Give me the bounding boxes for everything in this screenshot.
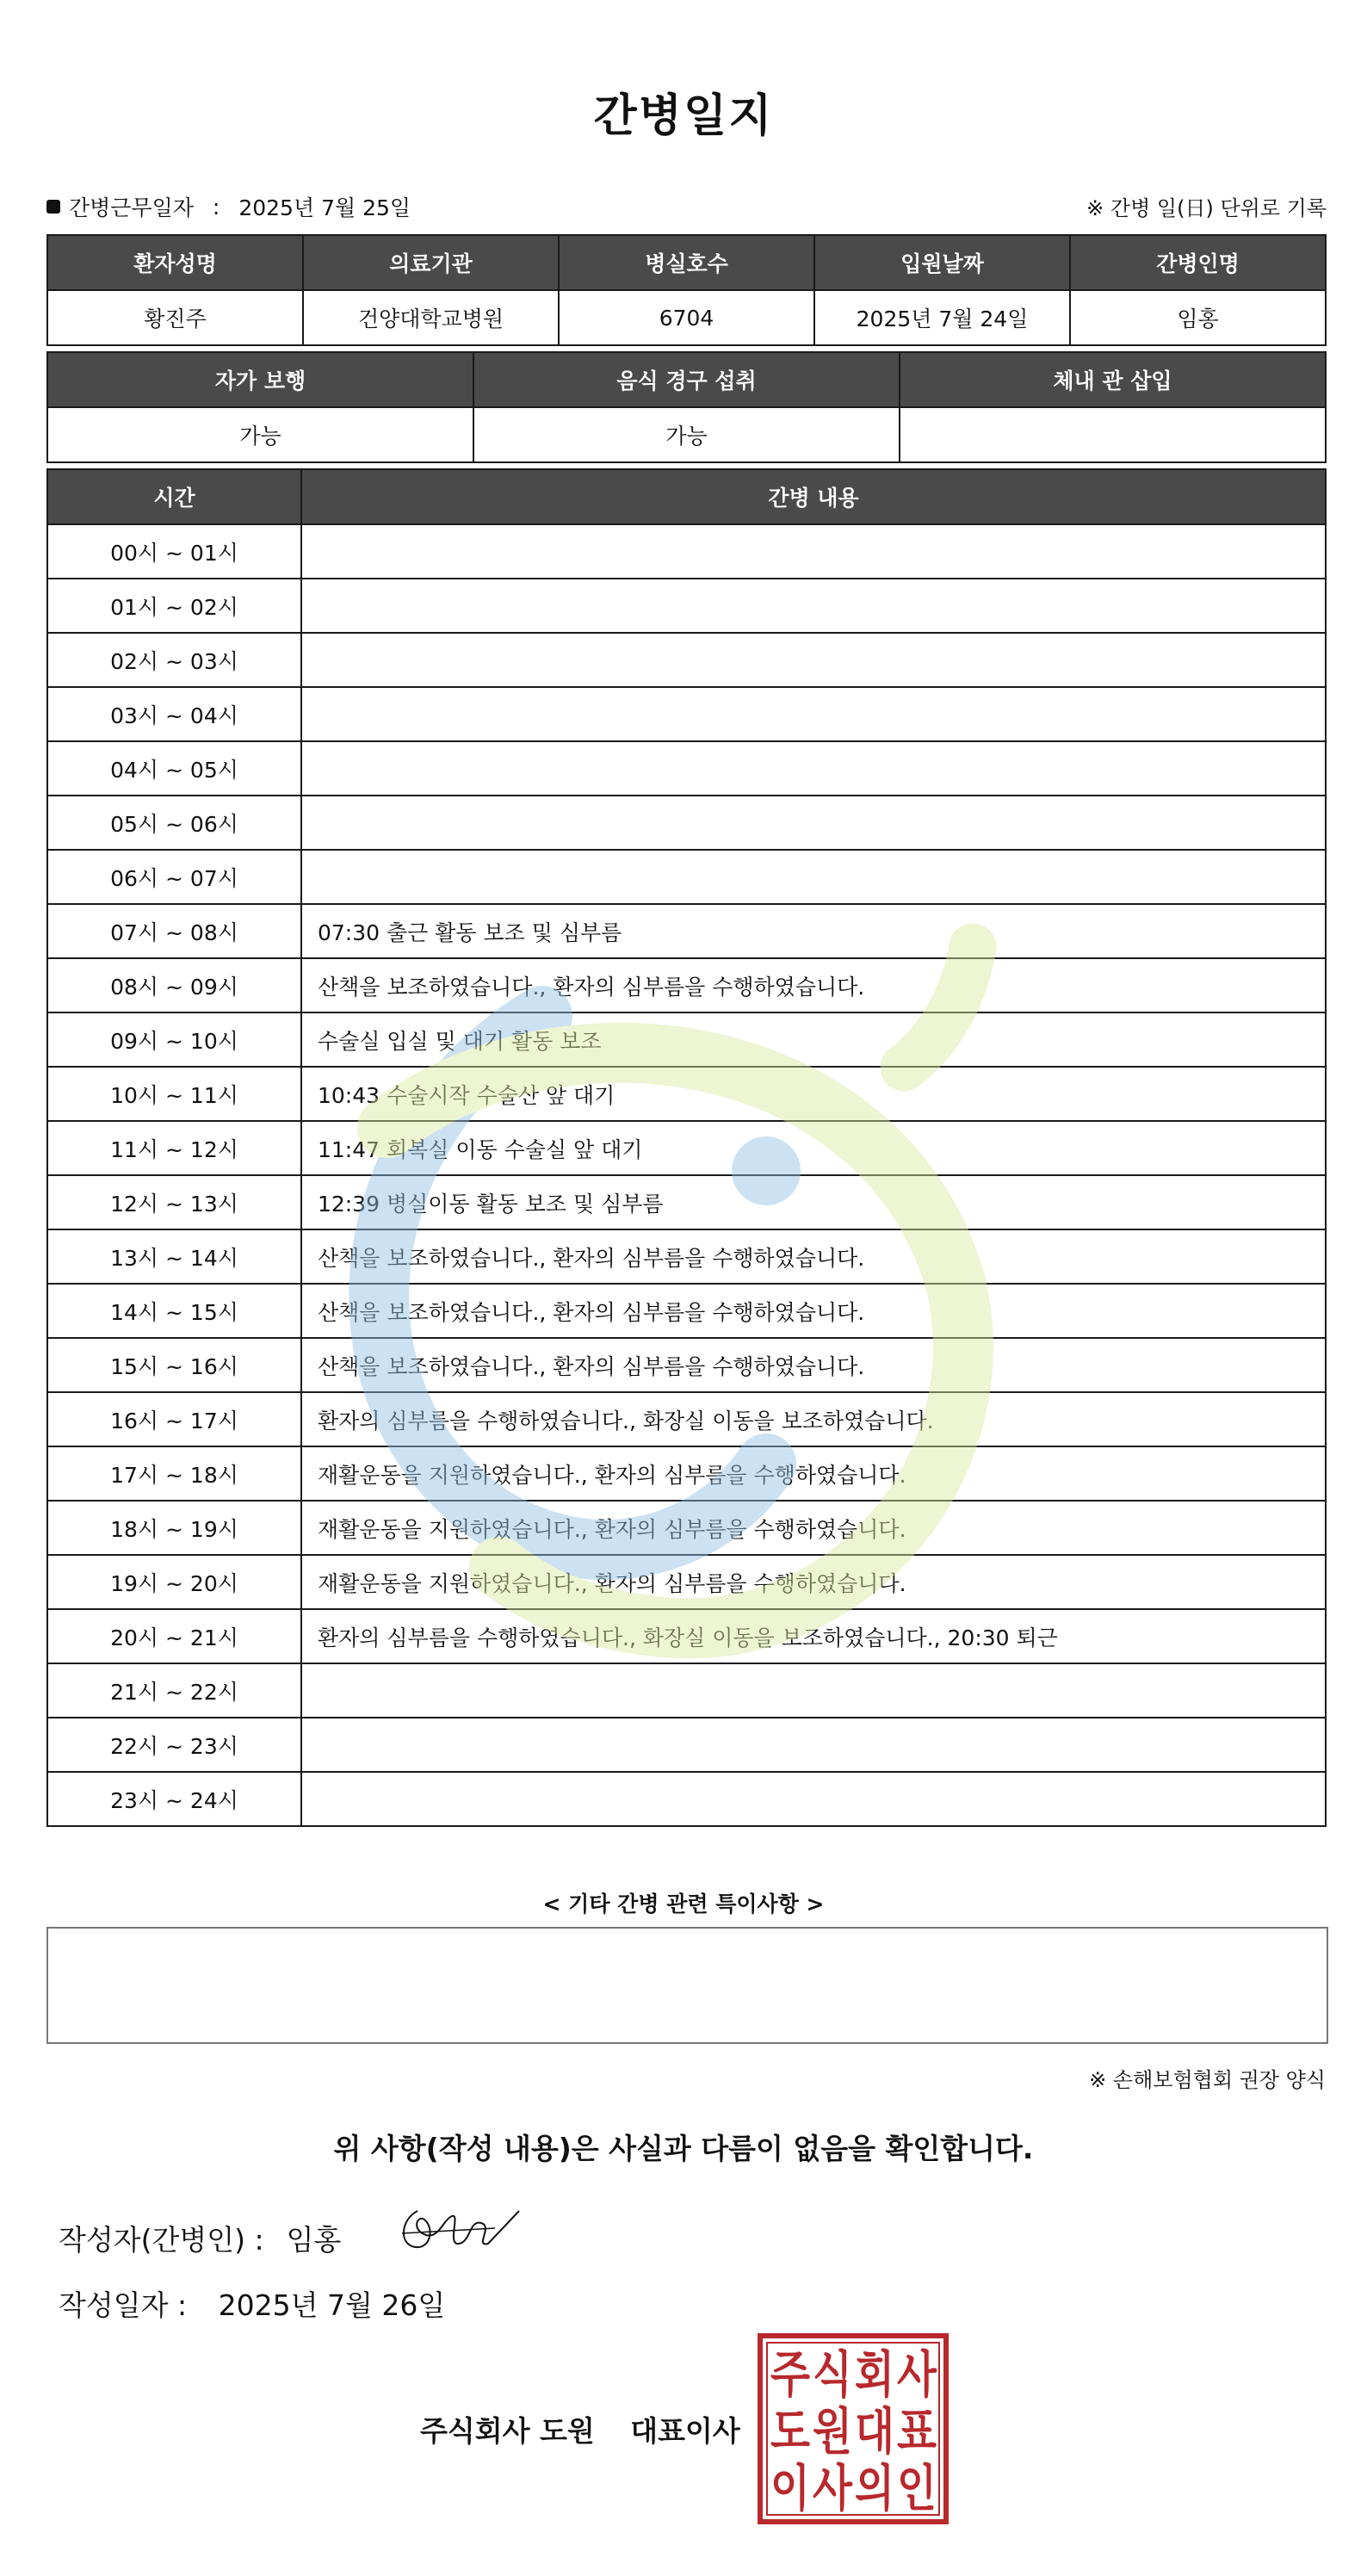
care-log-content: 산책을 보조하였습니다., 환자의 심부름을 수행하였습니다. — [301, 1229, 1326, 1284]
care-log-time: 14시 ~ 15시 — [47, 1284, 301, 1338]
patient-info-header-row — [47, 235, 1326, 290]
written-date-value: 2025년 7월 26일 — [218, 2288, 446, 2322]
square-bullet-icon — [46, 200, 60, 214]
written-date-row — [59, 2283, 445, 2324]
care-log-row — [47, 579, 1326, 633]
care-status-header-row — [47, 352, 1326, 407]
care-log-content — [301, 1718, 1326, 1772]
care-log-content: 11:47 회복실 이동 수술실 앞 대기 — [301, 1121, 1326, 1175]
care-log-content — [301, 1772, 1326, 1826]
care-log-time: 16시 ~ 17시 — [47, 1392, 301, 1446]
writer-name: 임홍 — [286, 2223, 342, 2257]
header-self-walking: 자가 보행 — [47, 352, 473, 407]
care-log-content: 10:43 수술시작 수술산 앞 대기 — [301, 1067, 1326, 1121]
care-log-row — [47, 1663, 1326, 1718]
care-log-time: 07시 ~ 08시 — [47, 904, 301, 958]
care-log-content: 재활운동을 지원하였습니다., 환자의 심부름을 수행하였습니다. — [301, 1446, 1326, 1501]
header-caregiver-name: 간병인명 — [1070, 235, 1326, 290]
care-log-row — [47, 524, 1326, 579]
care-log-time: 10시 ~ 11시 — [47, 1067, 301, 1121]
care-log-row — [47, 687, 1326, 741]
care-log-time: 18시 ~ 19시 — [47, 1501, 301, 1555]
care-log-time: 06시 ~ 07시 — [47, 850, 301, 904]
header-tube-insertion: 체내 관 삽입 — [900, 352, 1326, 407]
care-log-time: 00시 ~ 01시 — [47, 524, 301, 579]
care-log-content — [301, 524, 1326, 579]
header-oral-intake: 음식 경구 섭취 — [473, 352, 900, 407]
care-log-content — [301, 850, 1326, 904]
header-time: 시간 — [47, 469, 301, 524]
work-date-value: 2025년 7월 25일 — [238, 195, 411, 220]
care-log-content — [301, 796, 1326, 850]
care-log-row — [47, 904, 1326, 958]
seal-character: 의 — [855, 2459, 894, 2517]
self-walking-value: 가능 — [47, 407, 473, 462]
header-hospital: 의료기관 — [303, 235, 559, 290]
tube-insertion-value — [900, 407, 1326, 462]
care-log-row — [47, 1338, 1326, 1392]
care-log-content — [301, 633, 1326, 687]
confirmation-statement: 위 사항(작성 내용)은 사실과 다름이 없음을 확인합니다. — [333, 2132, 1034, 2165]
patient-name-value: 황진주 — [47, 290, 303, 345]
care-log-content: 환자의 심부름을 수행하였습니다., 화장실 이동을 보조하였습니다. — [301, 1392, 1326, 1446]
seal-character: 사 — [813, 2459, 853, 2517]
notes-box — [46, 1927, 1328, 2044]
care-log-row — [47, 741, 1326, 796]
care-log-row — [47, 1229, 1326, 1284]
care-log-time: 13시 ~ 14시 — [47, 1229, 301, 1284]
seal-character: 도 — [770, 2402, 810, 2461]
care-log-time: 12시 ~ 13시 — [47, 1175, 301, 1229]
care-log-time: 11시 ~ 12시 — [47, 1121, 301, 1175]
seal-character: 인 — [897, 2459, 937, 2517]
care-log-row — [47, 1772, 1326, 1826]
care-log-row — [47, 796, 1326, 850]
care-status-value-row — [47, 407, 1326, 462]
care-log-time: 02시 ~ 03시 — [47, 633, 301, 687]
care-log-content — [301, 1663, 1326, 1718]
care-log-time: 17시 ~ 18시 — [47, 1446, 301, 1501]
care-log-content: 환자의 심부름을 수행하였습니다., 화장실 이동을 보조하였습니다., 20:30 퇴근 — [301, 1609, 1326, 1663]
seal-character: 식 — [813, 2345, 852, 2404]
care-log-row — [47, 1609, 1326, 1663]
unit-note: ※ 간병 일(日) 단위로 기록 — [1086, 196, 1327, 220]
care-log-time: 22시 ~ 23시 — [47, 1718, 301, 1772]
care-log-row — [47, 1555, 1326, 1609]
room-number-value: 6704 — [559, 290, 814, 345]
ceo-title: 대표이사 — [630, 2414, 740, 2448]
care-log-time: 01시 ~ 02시 — [47, 579, 301, 633]
care-log-time: 08시 ~ 09시 — [47, 958, 301, 1012]
care-log-row — [47, 1446, 1326, 1501]
seal-character: 사 — [897, 2345, 937, 2404]
care-log-content: 산책을 보조하였습니다., 환자의 심부름을 수행하였습니다. — [301, 1284, 1326, 1338]
written-date-label: 작성일자 : — [59, 2288, 188, 2322]
seal-character: 대 — [855, 2402, 894, 2461]
patient-info-value-row — [47, 290, 1326, 345]
oral-intake-value: 가능 — [473, 407, 900, 462]
header-room-number: 병실호수 — [559, 235, 814, 290]
seal-character: 회 — [855, 2345, 894, 2404]
care-log-row — [47, 1392, 1326, 1446]
notes-title: < 기타 간병 관련 특이사항 > — [542, 1892, 825, 1917]
care-log-time: 15시 ~ 16시 — [47, 1338, 301, 1392]
work-date-group — [46, 191, 411, 222]
seal-character: 이 — [770, 2459, 810, 2517]
header-patient-name: 환자성명 — [47, 235, 303, 290]
care-log-content: 수술실 입실 및 대기 활동 보조 — [301, 1012, 1326, 1067]
work-date-colon: : — [212, 194, 220, 220]
care-log-time: 19시 ~ 20시 — [47, 1555, 301, 1609]
company-seal-stamp — [756, 2331, 950, 2526]
form-note: ※ 손해보험협회 권장 양식 — [1089, 2068, 1326, 2092]
care-log-row — [47, 1067, 1326, 1121]
seal-character: 원 — [813, 2402, 852, 2461]
care-log-row — [47, 1718, 1326, 1772]
care-log-header-row — [47, 469, 1326, 524]
care-log-time: 09시 ~ 10시 — [47, 1012, 301, 1067]
care-status-table — [46, 351, 1327, 463]
care-log-row — [47, 1012, 1326, 1067]
care-log-time: 05시 ~ 06시 — [47, 796, 301, 850]
care-log-row — [47, 633, 1326, 687]
care-log-body — [47, 524, 1326, 1826]
page-title: 간병일지 — [593, 90, 774, 142]
care-log-row — [47, 1284, 1326, 1338]
care-log-table — [46, 468, 1327, 1827]
care-log-content — [301, 741, 1326, 796]
care-log-content — [301, 687, 1326, 741]
handwritten-signature — [392, 2194, 521, 2263]
company-signature-line — [420, 2409, 740, 2449]
care-log-time: 04시 ~ 05시 — [47, 741, 301, 796]
writer-row — [59, 2218, 341, 2258]
care-log-content: 재활운동을 지원하였습니다., 환자의 심부름을 수행하였습니다. — [301, 1555, 1326, 1609]
hospital-value: 건양대학교병원 — [303, 290, 559, 345]
care-log-content: 산책을 보조하였습니다., 환자의 심부름을 수행하였습니다. — [301, 958, 1326, 1012]
seal-character: 표 — [897, 2402, 937, 2461]
work-date-row — [46, 191, 1327, 220]
seal-character: 주 — [770, 2345, 810, 2404]
care-log-content — [301, 579, 1326, 633]
care-log-content: 07:30 출근 활동 보조 및 심부름 — [301, 904, 1326, 958]
care-log-row — [47, 1175, 1326, 1229]
caregiver-name-value: 임홍 — [1070, 290, 1326, 345]
care-log-row — [47, 850, 1326, 904]
care-log-time: 20시 ~ 21시 — [47, 1609, 301, 1663]
care-log-content: 산책을 보조하였습니다., 환자의 심부름을 수행하였습니다. — [301, 1338, 1326, 1392]
admission-date-value: 2025년 7월 24일 — [814, 290, 1070, 345]
care-log-row — [47, 1121, 1326, 1175]
work-date-label: 간병근무일자 — [69, 195, 194, 220]
care-log-time: 03시 ~ 04시 — [47, 687, 301, 741]
care-log-content: 재활운동을 지원하였습니다., 환자의 심부름을 수행하였습니다. — [301, 1501, 1326, 1555]
care-log-time: 21시 ~ 22시 — [47, 1663, 301, 1718]
header-care-content: 간병 내용 — [301, 469, 1326, 524]
header-admission-date: 입원날짜 — [814, 235, 1070, 290]
care-log-content: 12:39 병실이동 활동 보조 및 심부름 — [301, 1175, 1326, 1229]
care-log-time: 23시 ~ 24시 — [47, 1772, 301, 1826]
company-name: 주식회사 도원 — [420, 2414, 595, 2448]
care-log-row — [47, 1501, 1326, 1555]
care-log-row — [47, 958, 1326, 1012]
writer-label: 작성자(간병인) : — [59, 2223, 264, 2257]
patient-info-table — [46, 234, 1327, 346]
